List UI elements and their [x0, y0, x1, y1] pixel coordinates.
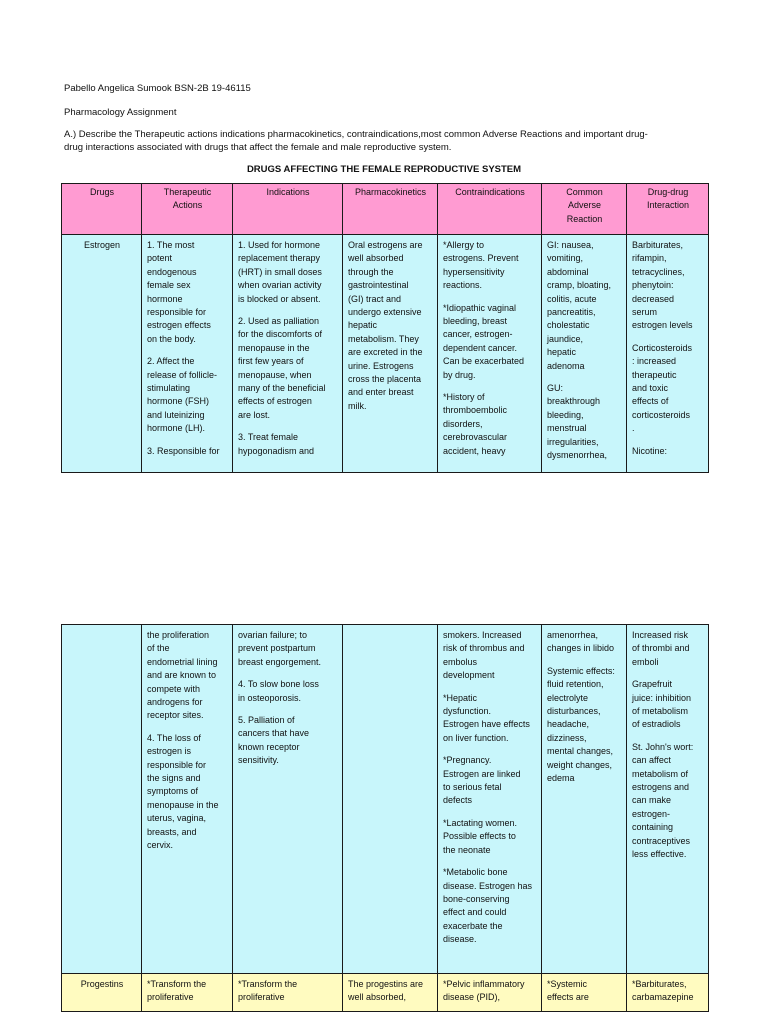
cell-paragraph: *Allergy to estrogens. Prevent hypersensitivity reactions.	[443, 240, 519, 291]
col-header-therapeutic: Therapeutic Actions	[142, 184, 233, 235]
adverse-cell	[542, 235, 627, 473]
drug-table-page2	[61, 624, 709, 1012]
interactions-cell	[627, 625, 709, 974]
cell-paragraph: smokers. Increased risk of thrombus and embolus development	[443, 630, 525, 681]
therapeutic-cell	[142, 235, 233, 473]
cell-paragraph: GI: nausea, vomiting, abdominal cramp, bloating, colitis, acute pancreatitis, cholestatic jaundice, hepatic adenoma	[547, 240, 612, 371]
cell-paragraph: Increased risk of thrombi and emboli	[632, 630, 690, 667]
table-title: DRUGS AFFECTING THE FEMALE REPRODUCTIVE SYSTEM	[246, 164, 522, 175]
instruction-line: A.) Describe the Therapeutic actions indications pharmacokinetics, contraindications,most common Adverse Reactions and important drug-	[64, 129, 648, 140]
pharmacokinetics-cell	[343, 235, 438, 473]
cell-paragraph: *Metabolic bone disease. Estrogen has bone-conserving effect and could exacerbate the disease.	[443, 867, 533, 945]
instruction-line: drug interactions associated with drugs that affect the female and male reproductive system.	[64, 142, 452, 153]
cell-paragraph: 4. The loss of estrogen is responsible for the signs and symptoms of menopause in the uterus, vagina, breasts, and cervix.	[147, 732, 219, 851]
cell-paragraph: ovarian failure; to prevent postpartum breast engorgement.	[238, 630, 322, 667]
cell-paragraph: Barbiturates, rifampin, tetracyclines, phenytoin: decreased serum estrogen levels	[632, 240, 693, 331]
col-header-interactions: Drug-drug Interaction	[627, 184, 709, 235]
table-header-row	[62, 184, 709, 235]
pharmacokinetics-cell: The progestins are well absorbed,	[343, 974, 438, 1012]
course-line: Pharmacology Assignment	[64, 107, 177, 118]
cell-paragraph: *History of thromboembolic disorders, cerebrovascular accident, heavy	[443, 392, 508, 456]
author-line: Pabello Angelica Sumook BSN-2B 19-46115	[64, 83, 251, 94]
indications-cell	[233, 235, 343, 473]
therapeutic-cell	[142, 625, 233, 974]
cell-paragraph: 3. Treat female hypogonadism and	[238, 432, 315, 456]
contraindications-cell	[438, 235, 542, 473]
indications-cell	[233, 625, 343, 974]
adverse-cell	[542, 625, 627, 974]
contraindications-cell	[438, 625, 542, 974]
cell-paragraph: 3. Responsible for	[147, 445, 220, 456]
table-row-estrogen-continued	[62, 625, 709, 974]
col-header-pharmacokinetics: Pharmacokinetics	[343, 184, 438, 235]
table-row-progestins	[62, 974, 709, 1012]
col-header-indications: Indications	[233, 184, 343, 235]
cell-paragraph: *Idiopathic vaginal bleeding, breast cancer, estrogen- dependent cancer. Can be exacerbated by drug.	[443, 302, 525, 380]
therapeutic-cell: *Transform the proliferative	[142, 974, 233, 1012]
cell-paragraph: GU: breakthrough bleeding, menstrual irregularities, dysmenorrhea,	[547, 383, 608, 461]
cell-paragraph: Oral estrogens are well absorbed through the gastrointestinal (GI) tract and undergo extensive hepatic metabolism. They are excreted in the urine. Estrogens cross the placenta and enter breast milk.	[348, 240, 423, 411]
cell-paragraph: the proliferation of the endometrial lining and are known to compete with androgens for receptor sites.	[147, 630, 218, 721]
cell-paragraph: 4. To slow bone loss in osteoporosis.	[238, 679, 319, 703]
cell-paragraph: 2. Affect the release of follicle- stimulating hormone (FSH) and luteinizing hormone (LH).	[147, 356, 218, 434]
cell-paragraph: Grapefruit juice: inhibition of metabolism of estradiols	[632, 679, 692, 730]
cell-paragraph: 1. Used for hormone replacement therapy (HRT) in small doses when ovarian activity is blocked or absent.	[238, 240, 322, 304]
cell-paragraph: 5. Palliation of cancers that have known receptor sensitivity.	[238, 715, 310, 766]
cell-paragraph: *Lactating women. Possible effects to the neonate	[443, 817, 518, 855]
col-header-contraindications: Contraindications	[438, 184, 542, 235]
cell-paragraph: *Hepatic dysfunction. Estrogen have effects on liver function.	[443, 692, 530, 743]
cell-paragraph: St. John's wort: can affect metabolism of estrogens and can make estrogen- containing contraceptives less effective.	[632, 741, 694, 860]
col-header-adverse: Common Adverse Reaction	[542, 184, 627, 235]
contraindications-cell: *Pelvic inflammatory disease (PID),	[438, 974, 542, 1012]
adverse-cell: *Systemic effects are	[542, 974, 627, 1012]
cell-paragraph: Corticosteroids : increased therapeutic and toxic effects of corticosteroids .	[632, 342, 693, 434]
indications-cell: *Transform the proliferative	[233, 974, 343, 1012]
cell-paragraph: Nicotine:	[632, 445, 668, 456]
cell-paragraph: 1. The most potent endogenous female sex hormone responsible for estrogen effects on the body.	[147, 240, 211, 344]
pharmacokinetics-cell	[343, 625, 438, 974]
drug-name-cell: Estrogen	[62, 235, 142, 473]
cell-paragraph: Systemic effects: fluid retention, electrolyte disturbances, headache, dizziness, mental changes, weight changes, edema	[547, 665, 615, 784]
drug-name-cell: Progestins	[62, 974, 142, 1012]
col-header-drugs: Drugs	[62, 184, 142, 235]
interactions-cell	[627, 235, 709, 473]
instruction-text	[64, 128, 704, 154]
drug-name-cell	[62, 625, 142, 974]
drug-table-page1	[61, 183, 709, 473]
cell-paragraph: amenorrhea, changes in libido	[547, 630, 615, 654]
cell-paragraph: 2. Used as palliation for the discomforts of menopause in the first few years of menopause, when many of the beneficial effects of estrogen are lost.	[238, 316, 326, 420]
cell-paragraph: *Pregnancy. Estrogen are linked to serious fetal defects	[443, 755, 521, 806]
interactions-cell: *Barbiturates, carbamazepine	[627, 974, 709, 1012]
table-row-estrogen	[62, 235, 709, 473]
